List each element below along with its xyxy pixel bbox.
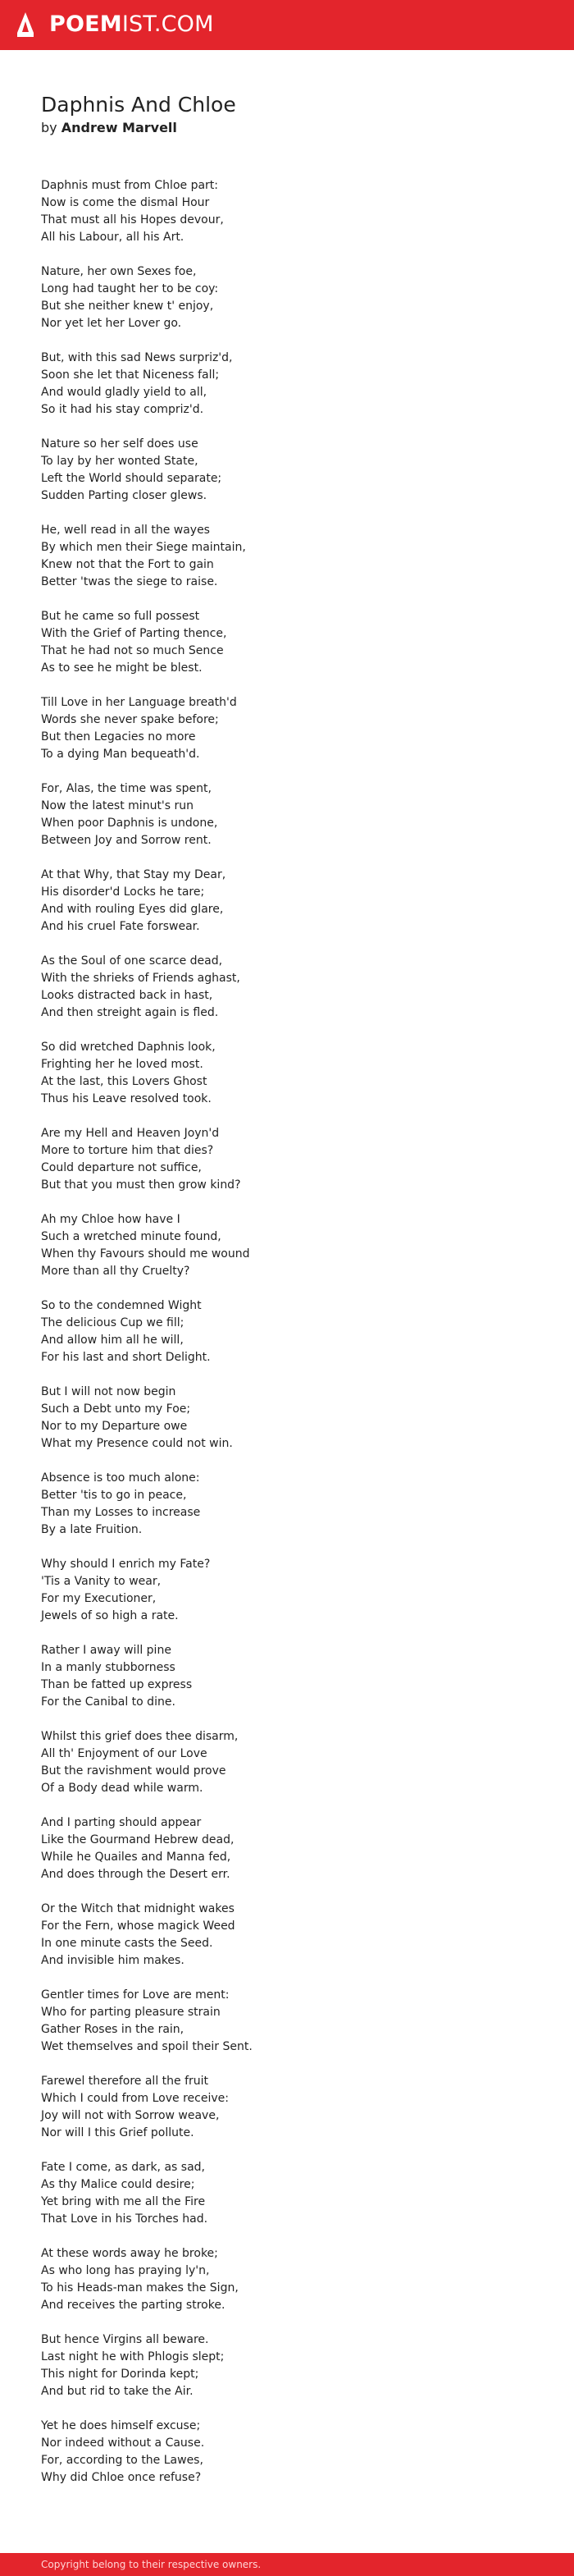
poem-line: So did wretched Daphnis look, [41,1041,216,1054]
poem-line: That must all his Hopes devour, [41,213,224,226]
poem-line: As the Soul of one scarce dead, [41,954,223,968]
poem-line: Fate I come, as dark, as sad, [41,2161,205,2174]
poem-line: Long had taught her to be coy: [41,282,219,295]
poem-line: And invisible him makes. [41,1954,184,1967]
poem-line: By which men their Siege maintain, [41,541,246,554]
poem-line: Wet themselves and spoil their Sent. [41,2040,253,2053]
stanza [41,1901,533,1970]
poem-line: For his last and short Delight. [41,1351,211,1364]
poem-line: Frighting her he loved most. [41,1058,203,1071]
poem-line: Nor yet let her Lover go. [41,317,182,330]
poem-line: Daphnis must from Chloe part: [41,179,218,192]
poem-line: Nor to my Departure owe [41,1420,188,1433]
stanza [41,263,533,332]
poem-line: This night for Dorinda kept; [41,2368,199,2381]
poem-line: As thy Malice could desire; [41,2178,195,2191]
poem-line: For, Alas, the time was spent, [41,782,212,795]
stanza [41,1297,533,1366]
site-footer [0,2553,574,2576]
stanza [41,2159,533,2228]
stanza [41,2331,533,2400]
poem-line: To his Heads-man makes the Sign, [41,2281,239,2295]
poem-line: For, according to the Lawes, [41,2454,203,2467]
poem-line: And with rouling Eyes did glare, [41,903,224,916]
poem-line: Sudden Parting closer glews. [41,489,207,502]
poem-line: 'Tis a Vanity to wear, [41,1575,162,1588]
poem-line: And I parting should appear [41,1816,202,1829]
poem-line: To lay by her wonted State, [41,455,198,468]
poem-line: But that you must then grow kind? [41,1178,241,1192]
poem-line: As who long has praying ly'n, [41,2264,210,2277]
poem-line: But she neither knew t' enjoy, [41,300,214,313]
poem-line: Why should I enrich my Fate? [41,1558,211,1571]
poem-line: So to the condemned Wight [41,1299,202,1312]
stanza [41,1642,533,1711]
stanza [41,1987,533,2056]
poem-line: With the Grief of Parting thence, [41,627,227,640]
poem-line: More to torture him that dies? [41,1144,214,1157]
poem-line: For my Executioner, [41,1592,157,1605]
poem-line: At that Why, that Stay my Dear, [41,868,226,881]
poem-line: At these words away he broke; [41,2247,218,2260]
stanza [41,350,533,419]
poem-line: Are my Hell and Heaven Joyn'd [41,1127,220,1140]
poem-line: But the ravishment would prove [41,1764,226,1778]
stanza [41,1384,533,1453]
poem-line: For the Fern, whose magick Weed [41,1919,235,1933]
poem-line: Such a Debt unto my Foe; [41,1402,191,1416]
poem-line: Of a Body dead while warm. [41,1782,203,1795]
stanza [41,1211,533,1280]
site-header [0,0,574,50]
stanza [41,780,533,849]
poem-line: Who for parting pleasure strain [41,2006,221,2019]
poem-line: Left the World should separate; [41,472,222,485]
poem-line: Now the latest minut's run [41,799,194,812]
stanza [41,1556,533,1625]
author-name[interactable]: Andrew Marvell [61,120,177,135]
poem-line: But then Legacies no more [41,730,196,744]
stanza [41,608,533,677]
poem-line: But I will not now begin [41,1385,176,1398]
poem-line: Nor will I this Grief pollute. [41,2126,194,2139]
poem-line: While he Quailes and Manna fed, [41,1851,231,1864]
poem-line: Soon she let that Niceness fall; [41,368,220,382]
stanza [41,436,533,505]
poem-line: What my Presence could not win. [41,1437,233,1450]
poem-line: Like the Gourmand Hebrew dead, [41,1833,235,1846]
poem-line: As to see he might be blest. [41,661,203,675]
stanza [41,1039,533,1108]
poem-line: Knew not that the Fort to gain [41,558,214,571]
stanza [41,953,533,1022]
poem-line: Absence is too much alone: [41,1471,200,1485]
poem-line: And receives the parting stroke. [41,2299,226,2312]
poem-line: In one minute casts the Seed. [41,1937,213,1950]
poem-line: Looks distracted back in hast, [41,989,213,1002]
poem-line: And would gladly yield to all, [41,386,207,399]
poem-line: Words she never spake before; [41,713,219,726]
poem-line: Jewels of so high a rate. [41,1609,179,1622]
poem-line: Better 'tis to go in peace, [41,1489,187,1502]
poem-line: And then streight again is fled. [41,1006,219,1019]
poem-line: When poor Daphnis is undone, [41,817,218,830]
stanza [41,2245,533,2314]
poem-line: Gather Roses in the rain, [41,2023,184,2036]
poem-line: Thus his Leave resolved took. [41,1092,212,1105]
poem-line: And does through the Desert err. [41,1868,230,1881]
stanza [41,694,533,763]
stanza [41,1470,533,1539]
poem-line: To a dying Man bequeath'd. [41,748,200,761]
poem-line: Nature so her self does use [41,437,198,451]
poem-line: And allow him all he will, [41,1334,184,1347]
poem-line: All th' Enjoyment of our Love [41,1747,207,1760]
poem-line: In a manly stubborness [41,1661,175,1674]
poem-line: But, with this sad News surpriz'd, [41,351,233,364]
stanza [41,2073,533,2142]
stanza [41,1728,533,1797]
poem-line: Or the Witch that midnight wakes [41,1902,235,1915]
stanza [41,1814,533,1883]
poem-line: When thy Favours should me wound [41,1247,250,1261]
poem-line: That Love in his Torches had. [41,2212,208,2226]
poem-line: Gentler times for Love are ment: [41,1988,230,2002]
poem-line: Between Joy and Sorrow rent. [41,834,212,847]
poem-line: By a late Fruition. [41,1523,143,1536]
poem-line: Than be fatted up express [41,1678,193,1691]
poem-line: So it had his stay compriz'd. [41,403,204,416]
poem-line: And his cruel Fate forswear. [41,920,200,933]
site-logo[interactable] [49,11,214,38]
poem-line: Now is come the dismal Hour [41,196,210,209]
poem-title: Daphnis And Chloe [41,93,236,117]
poem-line: Nor indeed without a Cause. [41,2436,205,2450]
poem-line: But he came so full possest [41,610,200,623]
poem-line: Such a wretched minute found, [41,1230,221,1243]
poem-line: His disorder'd Locks he tare; [41,885,205,899]
logo-bold: POEM [49,11,122,37]
poem-line: At the last, this Lovers Ghost [41,1075,207,1088]
logo-light: IST.COM [121,11,214,37]
poem-body [41,177,533,2504]
poem-line: Farewel therefore all the fruit [41,2075,209,2088]
poem-line: Whilst this grief does thee disarm, [41,1730,239,1743]
copyright-text: Copyright belong to their respective owners. [41,2559,262,2570]
stanza [41,2418,533,2487]
pen-nib-icon[interactable] [16,11,34,38]
stanza [41,522,533,591]
poem-line: Better 'twas the siege to raise. [41,575,218,588]
poem-line: That he had not so much Sence [41,644,224,657]
stanza [41,1125,533,1194]
stanza [41,867,533,936]
poem-line: With the shrieks of Friends aghast, [41,972,240,985]
poem-line: Last night he with Phlogis slept; [41,2350,225,2363]
poem-line: The delicious Cup we fill; [41,1316,184,1329]
poem-line: Could departure not suffice, [41,1161,202,1174]
by-label: by [41,120,57,135]
poem-line: For the Canibal to dine. [41,1695,175,1709]
poem-line: All his Labour, all his Art. [41,231,184,244]
poem-line: Yet he does himself excuse; [41,2419,201,2432]
poem-line: Rather I away will pine [41,1644,171,1657]
poem-line: More than all thy Cruelty? [41,1265,190,1278]
poem-line: Yet bring with me all the Fire [41,2195,206,2208]
byline [41,120,177,136]
poem-line: Than my Losses to increase [41,1506,201,1519]
poem-line: But hence Virgins all beware. [41,2333,209,2346]
poem-line: Till Love in her Language breath'd [41,696,237,709]
poem-line: Joy will not with Sorrow weave, [41,2109,220,2122]
poem-line: He, well read in all the wayes [41,524,210,537]
poem-line: Ah my Chloe how have I [41,1213,180,1226]
poem-line: And but rid to take the Air. [41,2385,194,2398]
poem-line: Why did Chloe once refuse? [41,2471,202,2484]
poem-line: Which I could from Love receive: [41,2092,229,2105]
poem-line: Nature, her own Sexes foe, [41,265,197,278]
stanza [41,177,533,246]
